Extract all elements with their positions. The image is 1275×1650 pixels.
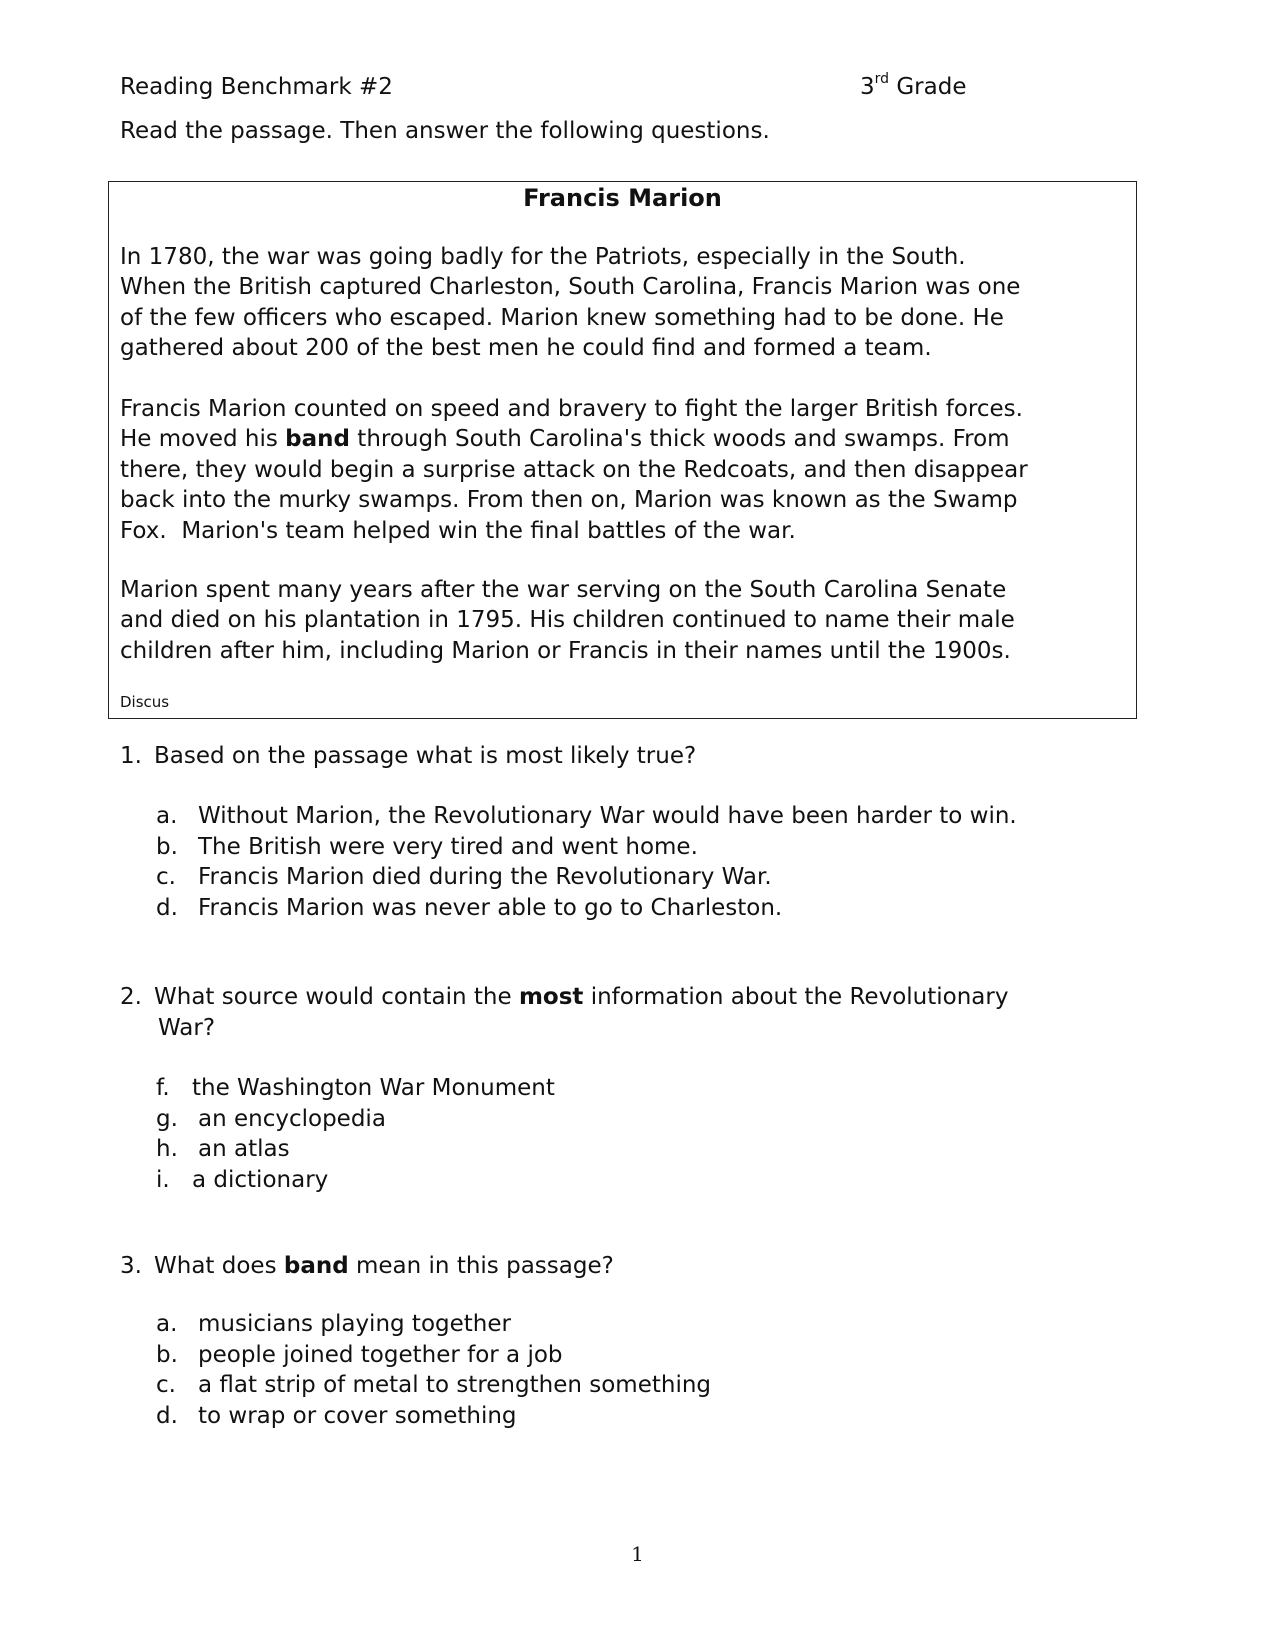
passage-text: He moved his (120, 426, 286, 453)
option-letter: f. (156, 1075, 170, 1101)
option-text: the Washington War Monument (192, 1075, 555, 1101)
passage-text: through South Carolina's thick woods and swamps. From (350, 426, 1010, 453)
question-text: What does (154, 1253, 284, 1279)
grade-suffix: rd (874, 71, 890, 87)
option-letter: a. (156, 803, 178, 829)
answer-option[interactable] (156, 1165, 555, 1196)
answer-option[interactable] (156, 801, 1017, 832)
passage-line: Francis Marion counted on speed and bravery to fight the larger British forces. (120, 396, 1023, 422)
option-text: an atlas (198, 1136, 290, 1163)
option-letter: c. (156, 1372, 176, 1399)
passage-line: children after him, including Marion or Francis in their names until the 1900s. (120, 637, 1011, 664)
option-letter: d. (156, 894, 178, 921)
answer-option[interactable] (156, 1309, 711, 1340)
question-number: 3. (120, 1253, 142, 1279)
question-2 (120, 982, 1120, 1044)
passage-line: In 1780, the war was going badly for the Patriots, especially in the South. (120, 244, 966, 270)
passage-line: When the British captured Charleston, South Carolina, Francis Marion was one (120, 274, 1021, 301)
option-letter: b. (156, 1341, 178, 1368)
question-text: Based on the passage what is most likely true? (154, 743, 697, 769)
question-text: What source would contain the (154, 984, 519, 1010)
answer-option[interactable] (156, 1370, 711, 1401)
option-text: an encyclopedia (198, 1105, 386, 1132)
passage-line: of the few officers who escaped. Marion knew something had to be done. He (120, 304, 1004, 331)
question-text: mean in this passage? (348, 1253, 614, 1279)
question-line: War? (158, 1015, 216, 1041)
option-text: The British were very tired and went home. (198, 833, 698, 860)
option-text: musicians playing together (198, 1311, 511, 1337)
question-3 (120, 1251, 1120, 1282)
vocabulary-word-band: band (283, 1253, 349, 1279)
answer-option[interactable] (156, 862, 1017, 893)
question-1-options (156, 801, 1017, 923)
option-text: people joined together for a job (198, 1341, 563, 1368)
option-text: Francis Marion was never able to go to Charleston. (198, 894, 783, 921)
question-number: 1. (120, 743, 142, 769)
question-1 (120, 741, 1120, 772)
passage-line: gathered about 200 of the best men he could find and formed a team. (120, 335, 932, 362)
grade-number: 3 (860, 74, 875, 100)
question-3-options (156, 1309, 711, 1431)
grade-label (860, 71, 967, 100)
question-line (120, 982, 1120, 1013)
answer-option[interactable] (156, 1340, 711, 1371)
answer-option[interactable] (156, 1104, 555, 1135)
option-letter: h. (156, 1136, 178, 1163)
passage-paragraph-2 (120, 394, 1130, 546)
passage-line: there, they would begin a surprise attack on the Redcoats, and then disappear (120, 456, 1028, 483)
answer-option[interactable] (156, 1134, 555, 1165)
passage-source: Discus (120, 693, 170, 711)
passage-box (108, 181, 1137, 719)
option-letter: a. (156, 1311, 178, 1337)
passage-line (120, 424, 1130, 454)
emphasis-word: most (518, 984, 584, 1010)
question-2-options (156, 1073, 555, 1195)
option-letter: i. (156, 1166, 170, 1193)
option-letter: g. (156, 1105, 178, 1132)
question-text: information about the Revolutionary (583, 984, 1009, 1010)
option-letter: d. (156, 1402, 178, 1429)
passage-line: Fox. Marion's team helped win the final battles of the war. (120, 517, 796, 544)
passage-line: and died on his plantation in 1795. His children continued to name their male (120, 607, 1015, 634)
page-number: 1 (631, 1542, 644, 1566)
answer-option[interactable] (156, 1073, 555, 1104)
passage-paragraph-1 (120, 242, 1130, 364)
option-text: to wrap or cover something (198, 1402, 517, 1429)
option-letter: c. (156, 864, 176, 891)
passage-line: Marion spent many years after the war serving on the South Carolina Senate (120, 577, 1007, 603)
option-text: a flat strip of metal to strengthen something (198, 1372, 712, 1399)
option-text: a dictionary (192, 1166, 329, 1193)
passage-paragraph-3 (120, 575, 1130, 666)
instructions: Read the passage. Then answer the following questions. (120, 118, 770, 144)
question-number: 2. (120, 984, 142, 1010)
answer-option[interactable] (156, 1401, 711, 1432)
passage-line: back into the murky swamps. From then on, Marion was known as the Swamp (120, 487, 1018, 514)
answer-option[interactable] (156, 893, 1017, 924)
answer-option[interactable] (156, 832, 1017, 863)
grade-word: Grade (889, 74, 967, 100)
worksheet-title: Reading Benchmark #2 (120, 74, 393, 100)
option-text: Without Marion, the Revolutionary War would have been harder to win. (198, 803, 1017, 829)
passage-title: Francis Marion (523, 184, 722, 212)
option-letter: b. (156, 833, 178, 860)
option-text: Francis Marion died during the Revolutionary War. (198, 864, 772, 891)
vocabulary-word-band: band (285, 426, 350, 453)
